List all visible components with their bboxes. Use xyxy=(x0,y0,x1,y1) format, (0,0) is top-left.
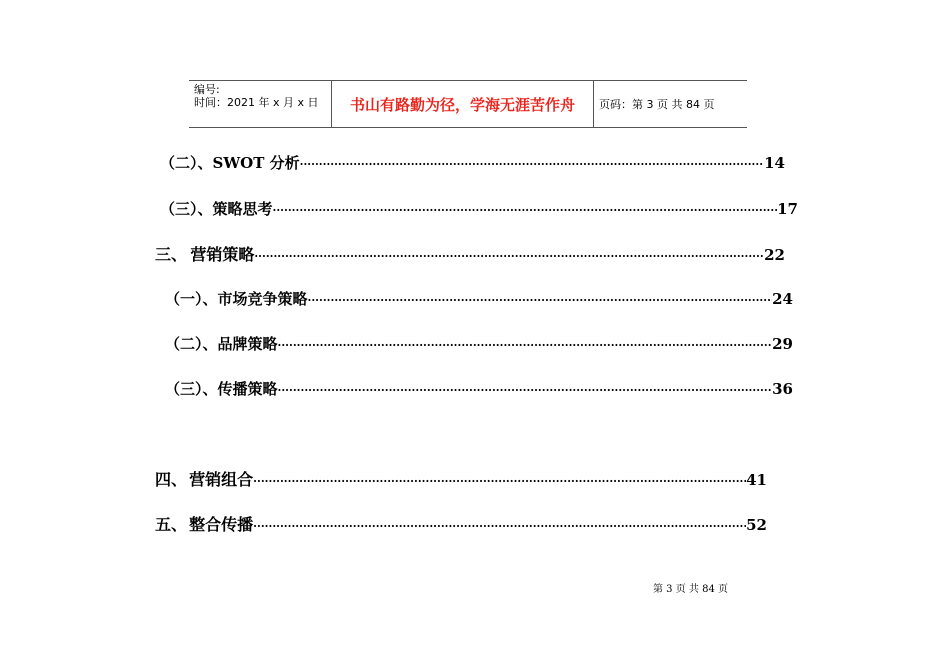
toc-entry xyxy=(155,242,785,265)
toc-entry-page: 29 xyxy=(772,335,793,353)
toc-entry-label: 营销组合 xyxy=(189,470,254,489)
toc-leader-dots xyxy=(254,250,764,263)
toc-entry-label: （一）、市场竞争策略 xyxy=(165,290,308,308)
motto-text: 书山有路勤为径，学海无涯苦作舟 xyxy=(349,96,575,114)
toc-entry-label: （三）、传播策略 xyxy=(165,380,278,398)
toc-entry-page: 17 xyxy=(777,200,798,218)
header-page-cell xyxy=(594,81,747,128)
toc-entry xyxy=(160,152,785,173)
toc-entry-index: 五、 xyxy=(155,515,188,534)
toc-leader-dots xyxy=(278,384,773,397)
toc-leader-dots xyxy=(278,339,773,352)
toc-leader-dots xyxy=(273,204,778,217)
toc-entry xyxy=(160,198,798,219)
toc-entry-page: 14 xyxy=(764,154,785,172)
time-label: 时间：2021 年 x 月 x 日 xyxy=(194,96,319,109)
page-footer: 第 3 页 共 84 页 xyxy=(653,584,728,595)
toc-entry-page: 24 xyxy=(772,290,793,308)
toc-entry-label: 营销策略 xyxy=(190,245,255,264)
page-code: 页码：第 3 页 共 84 页 xyxy=(599,97,715,111)
toc-leader-dots xyxy=(253,475,746,488)
toc-entry xyxy=(165,288,793,309)
toc-entry xyxy=(155,467,767,490)
document-header xyxy=(189,80,747,128)
toc-entry-label: （二）、SWOT 分析 xyxy=(160,154,300,172)
toc-leader-dots xyxy=(300,158,764,171)
toc-entry-label: 整合传播 xyxy=(189,515,254,534)
toc-leader-dots xyxy=(308,294,773,307)
toc-entry-page: 52 xyxy=(746,516,767,534)
toc-entry xyxy=(155,512,767,535)
toc-entry-index: 三、 xyxy=(155,245,188,264)
toc-entry-page: 36 xyxy=(772,380,793,398)
toc-entry-page: 41 xyxy=(746,471,767,489)
toc-entry xyxy=(165,378,793,399)
toc-entry-index: 四、 xyxy=(155,470,188,489)
header-meta-cell xyxy=(189,81,331,128)
toc-entry xyxy=(165,333,793,354)
toc-entry-page: 22 xyxy=(764,246,785,264)
toc-leader-dots xyxy=(253,520,746,533)
header-motto-cell xyxy=(331,81,594,128)
toc-entry-label: （二）、品牌策略 xyxy=(165,335,278,353)
number-label: 编号: xyxy=(194,83,220,96)
toc-entry-label: （三）、策略思考 xyxy=(160,200,273,218)
